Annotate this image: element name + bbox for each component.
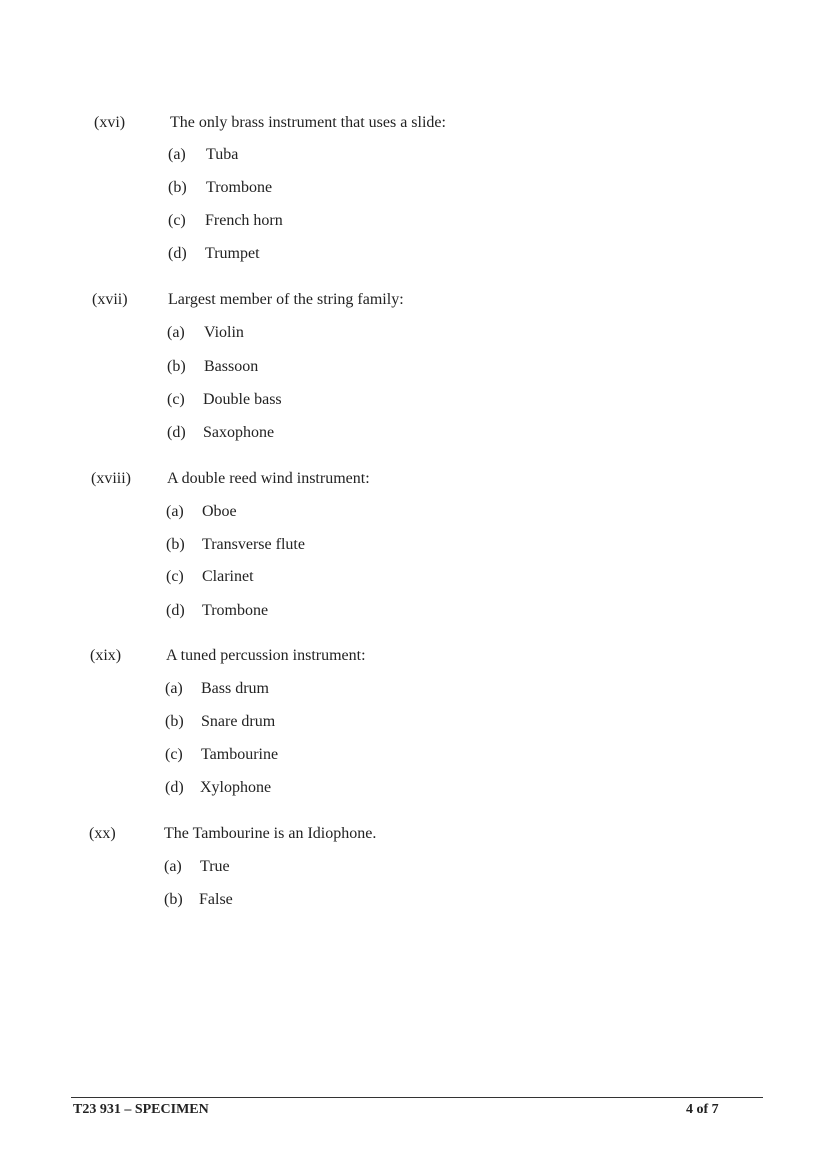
option-text: True — [200, 858, 230, 875]
option-letter: (a) — [164, 858, 182, 875]
option-letter: (c) — [165, 746, 183, 763]
option-text: Saxophone — [203, 424, 275, 441]
question-number: (xix) — [90, 647, 122, 664]
option-text: False — [199, 891, 233, 908]
footer-divider — [71, 1097, 763, 1098]
option-letter: (c) — [168, 212, 186, 229]
option-letter: (b) — [168, 179, 187, 196]
question-text: The Tambourine is an Idiophone. — [164, 825, 377, 842]
paper-code: T23 931 – SPECIMEN — [73, 1102, 209, 1117]
option-text: Xylophone — [200, 779, 272, 796]
option-text: Trombone — [206, 179, 273, 196]
question-text: A double reed wind instrument: — [167, 470, 370, 487]
option-letter: (a) — [167, 324, 185, 341]
option-letter: (d) — [165, 779, 184, 796]
option-letter: (c) — [166, 568, 184, 585]
question-text: The only brass instrument that uses a slide: — [170, 114, 446, 131]
question-number: (xx) — [89, 825, 116, 842]
option-text: Tuba — [206, 146, 239, 163]
option-letter: (b) — [165, 713, 184, 730]
option-text: Oboe — [202, 503, 237, 520]
option-letter: (d) — [167, 424, 186, 441]
option-letter: (d) — [168, 245, 187, 262]
option-letter: (a) — [165, 680, 183, 697]
option-text: Bassoon — [204, 358, 259, 375]
option-letter: (c) — [167, 391, 185, 408]
option-text: Trumpet — [205, 245, 260, 262]
option-text: Transverse flute — [202, 536, 305, 553]
question-number: (xvi) — [94, 114, 126, 131]
option-text: Double bass — [203, 391, 282, 408]
option-text: French horn — [205, 212, 283, 229]
question-number: (xviii) — [91, 470, 131, 487]
option-text: Tambourine — [201, 746, 279, 763]
option-letter: (a) — [168, 146, 186, 163]
option-letter: (b) — [167, 358, 186, 375]
question-number: (xvii) — [92, 291, 128, 308]
option-letter: (b) — [166, 536, 185, 553]
option-letter: (a) — [166, 503, 184, 520]
question-text: Largest member of the string family: — [168, 291, 404, 308]
option-text: Trombone — [202, 602, 269, 619]
option-text: Violin — [204, 324, 244, 341]
option-text: Snare drum — [201, 713, 276, 730]
option-letter: (d) — [166, 602, 185, 619]
option-text: Bass drum — [201, 680, 269, 697]
option-letter: (b) — [164, 891, 183, 908]
option-text: Clarinet — [202, 568, 254, 585]
question-text: A tuned percussion instrument: — [166, 647, 366, 664]
page-number: 4 of 7 — [686, 1102, 719, 1117]
